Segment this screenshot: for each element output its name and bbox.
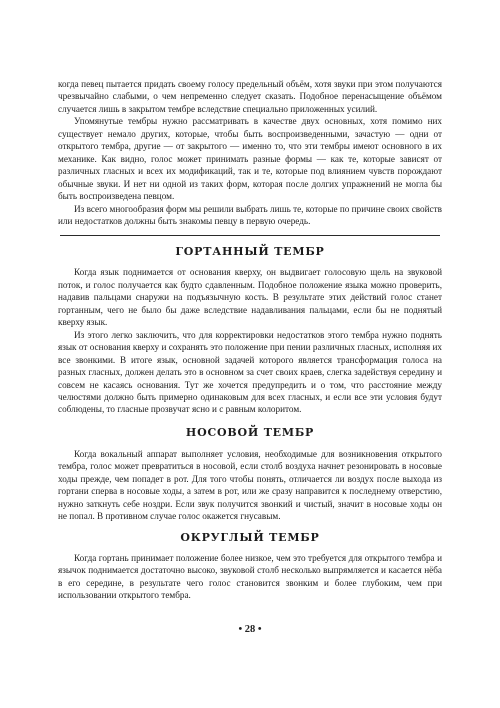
section-heading-guttural: ГОРТАННЫЙ ТЕМБР: [175, 245, 325, 259]
section-2-paragraph-1: Когда вокальный аппарат выполняет условия, необходимые для возникновения открытого тембра, голос может превратиться в носовой, если столб воздуха начнет резонировать в носовые ходы прежде, чем попадет в рот. Для того чтобы понять, отличается ли воздух после выхода из гортани сперва в носовые ходы, а затем в рот, или же сразу направится к последнему отверстию, нужно заткнуть себе ноздри. Если звук получится звонкий и чистый, значит в носовые ходы он не попал. В противном случае голос окажется гнусавым.: [58, 448, 442, 522]
section-heading-rounded: ОКРУГЛЫЙ ТЕМБР: [180, 530, 320, 544]
intro-paragraph-1: когда певец пытается придать своему голосу предельный объём, хотя звуки при этом получаются чрезвычайно слабыми, о чем непременно следует сказать. Подобное перенасыщение объёмом случается лишь в закрытом тембре вследствие специально приложенных усилий.: [58, 79, 442, 114]
intro-paragraph-3: Из всего многообразия форм мы решили выбрать лишь те, которые по причине своих свойств или недостатков должны быть знакомы певцу в первую очередь.: [58, 203, 442, 226]
page-number: • 28 •: [238, 624, 262, 635]
section-1-paragraph-2: Из этого легко заключить, что для корректировки недостатков этого тембра нужно поднять язык от основания кверху и сохранять это положение при пении различных гласных, исполняя их все звонкими. В итоге язык, основной задачей которого является трансформация голоса на разных гласных, должен делать это в основном за счет своих краев, слегка задействуя середину и совсем не касаясь основания. Тут же хочется предупредить и о том, что расстояние между челюстями должно быть примерно одинаковым для всех гласных, и если все эти условия будут соблюдены, то гласные прозвучат ясно и с равным колоритом.: [58, 329, 442, 415]
intro-paragraph-2: Упомянутые тембры нужно рассматривать в качестве двух основных, хотя помимо них существует немало других, которые, чтобы быть воспроизведенными, зачастую — одни от открытого тембра, другие — от закрытого — именно то, что эти тембры имеют основного в их механике. Как видно, голос может принимать разные формы — как те, которые зависят от различных гласных и всех их модификаций, так и те, которые под влиянием чувств порождают обычные звуки. И нет ни одной из таких форм, которая после долгих упражнений не могла бы быть воспроизведена певцом.: [58, 116, 442, 202]
section-1-paragraph-1: Когда язык поднимается от основания кверху, он выдвигает голосовую щель на звуковой поток, и голос получается как будто сдавленным. Подобное положение языка можно проверить, надавив пальцами снаружи на подъязычную кость. В результате этих действий голос станет гортанным, чего не было бы даже вследствие надавливания пальцами, если бы не поднятый кверху язык.: [58, 267, 442, 328]
section-divider: [60, 235, 440, 236]
section-3-paragraph-1: Когда гортань принимает положение более низкое, чем это требуется для открытого тембра и язычок поднимается достаточно высоко, звуковой столб несколько выпрямляется и касается нёба в его середине, в результате чего голос становится звонким и более глубоким, чем при использовании открытого тембра.: [58, 552, 442, 600]
section-heading-nasal: НОСОВОЙ ТЕМБР: [185, 425, 315, 439]
